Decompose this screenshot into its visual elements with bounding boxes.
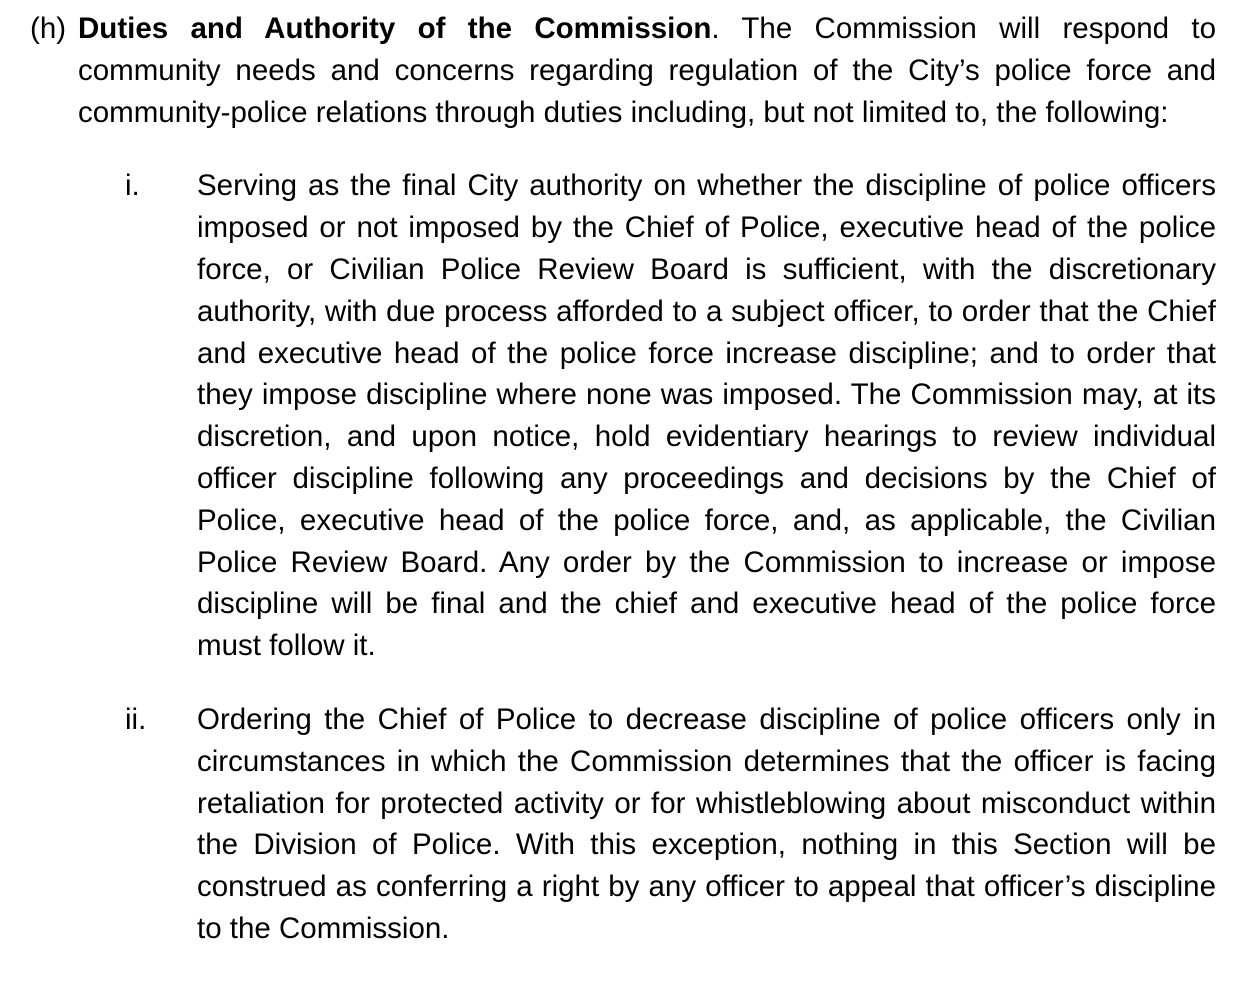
list-item xyxy=(30,699,1216,950)
section-title: Duties and Authority of the Commission xyxy=(78,12,712,45)
list-item xyxy=(30,165,1216,667)
list-item-text: Serving as the final City authority on whether the discipline of police officers imposed or not imposed by the Chief of Police, executive head of the police force, or Civilian Police Review Board is sufficient, with the discretionary authority, with due process afforded to a subject officer, to order that the Chief and executive head of the police force increase discipline; and to order that they impose discipline where none was imposed. The Commission may, at its discretion, and upon notice, hold evidentiary hearings to review individual officer discipline following any proceedings and decisions by the Chief of Police, executive head of the police force, and, as applicable, the Civilian Police Review Board. Any order by the Commission to increase or impose discipline will be final and the chief and executive head of the police force must follow it. xyxy=(197,169,1216,663)
duties-list xyxy=(30,165,1216,949)
section-title-period: . xyxy=(711,12,720,45)
list-item-marker: ii. xyxy=(125,702,147,736)
section-intro-text: The Commission will respond to community needs and concerns regarding regulation of the City’s police force and community-police relations through duties including, but not limited to, the following: xyxy=(78,12,1216,129)
section-marker: (h) xyxy=(30,12,67,45)
section-heading-paragraph xyxy=(30,8,1216,133)
list-item-marker: i. xyxy=(125,169,140,203)
document-section-h xyxy=(30,8,1216,982)
list-item-text: Ordering the Chief of Police to decrease discipline of police officers only in circumstances in which the Commission determines that the officer is facing retaliation for protected activity or for whistleblowing about misconduct within the Division of Police. With this exception, nothing in this Section will be construed as conferring a right by any officer to appeal that officer’s discipline to the Commission. xyxy=(197,702,1216,945)
